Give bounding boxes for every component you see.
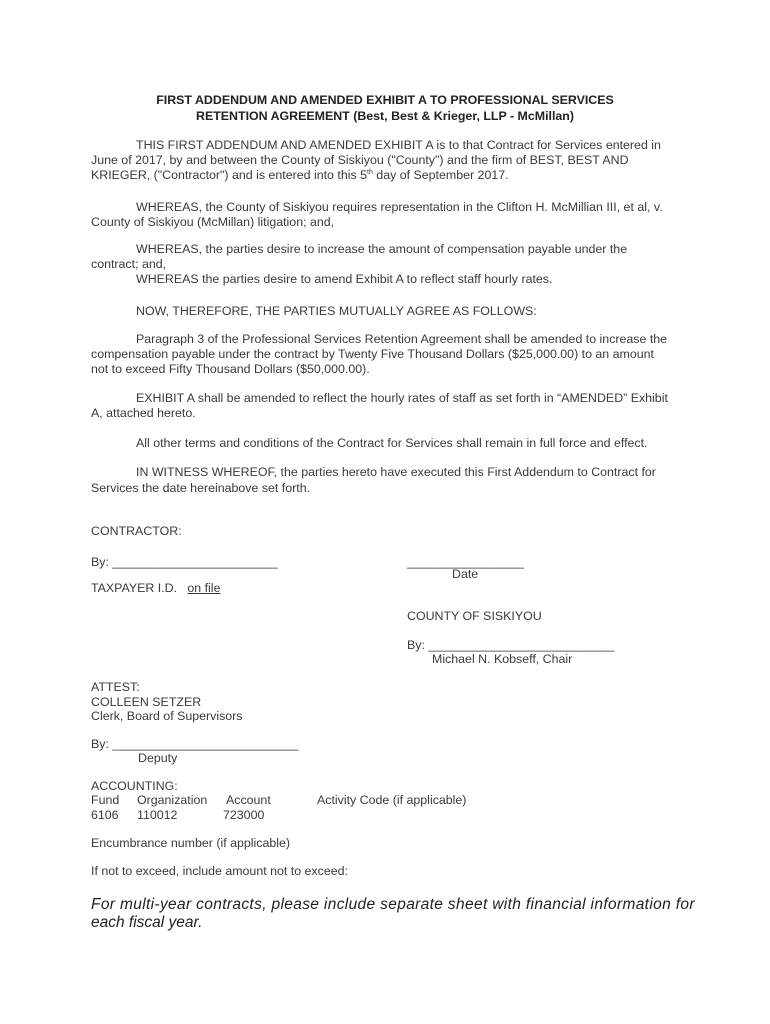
title-line-1: FIRST ADDENDUM AND AMENDED EXHIBIT A TO PROFESSIONAL SERVICES — [156, 93, 614, 107]
contractor-label: CONTRACTOR: — [91, 524, 182, 538]
text-line: June of 2017, by and between the County of Siskiyou ("County") and the firm of BEST, BEST AND — [91, 153, 629, 167]
county-signature-line: By: ___________________________ — [407, 638, 615, 652]
county-label: COUNTY OF SISKIYOU — [407, 609, 542, 623]
text-line: contract; and, — [91, 257, 167, 271]
text-line: THIS FIRST ADDENDUM AND AMENDED EXHIBIT A is to that Contract for Services entered in — [136, 138, 661, 152]
title-line-2: RETENTION AGREEMENT (Best, Best & Krieger, LLP - McMillan) — [196, 109, 574, 123]
taxpayer-id — [91, 581, 220, 596]
header-organization: Organization — [137, 793, 208, 807]
chair-name: Michael N. Kobseff, Chair — [432, 652, 573, 666]
deputy-signature-line: By: ___________________________ — [91, 737, 299, 751]
text-span: KRIEGER, ("Contractor") and is entered into this 5 — [91, 168, 368, 182]
text-line: Services the date hereinabove set forth. — [91, 481, 311, 495]
deputy-label: Deputy — [138, 751, 178, 765]
header-account: Account — [226, 793, 271, 807]
text-line: WHEREAS, the parties desire to increase the amount of compensation payable under the — [136, 242, 628, 256]
text-line: A, attached hereto. — [91, 406, 196, 420]
text-line: For multi-year contracts, please include separate sheet with financial information for — [91, 896, 695, 913]
encumbrance-label: Encumbrance number (if applicable) — [91, 836, 291, 850]
text-line: WHEREAS the parties desire to amend Exhibit A to reflect staff hourly rates. — [136, 272, 553, 286]
date-label: Date — [452, 567, 479, 581]
header-activity-code: Activity Code (if applicable) — [317, 793, 467, 807]
clerk-title: Clerk, Board of Supervisors — [91, 709, 243, 723]
text-line: County of Siskiyou (McMillan) litigation; and, — [91, 215, 335, 229]
value-account: 723000 — [223, 808, 265, 822]
text-line: not to exceed Fifty Thousand Dollars ($50,000.00). — [91, 362, 370, 376]
taxpayer-value: on file — [187, 581, 221, 595]
text-line — [91, 168, 509, 183]
header-fund: Fund — [91, 793, 120, 807]
text-line: WHEREAS, the County of Siskiyou requires representation in the Clifton H. McMillian III, et al, v. — [136, 200, 663, 214]
value-fund: 6106 — [91, 808, 119, 822]
contractor-signature-line: By: ________________________ — [91, 555, 278, 569]
date-line: _________________ — [407, 555, 525, 569]
value-organization: 110012 — [137, 808, 178, 822]
all-other-terms: All other terms and conditions of the Contract for Services shall remain in full force and effect. — [136, 436, 648, 450]
text-line: IN WITNESS WHEREOF, the parties hereto have executed this First Addendum to Contract for — [136, 465, 656, 479]
attest-label: ATTEST: — [91, 680, 140, 694]
accounting-label: ACCOUNTING: — [91, 779, 178, 793]
text-line: compensation payable under the contract by Twenty Five Thousand Dollars ($25,000.00) to an amount — [91, 347, 654, 361]
text-line: EXHIBIT A shall be amended to reflect the hourly rates of staff as set forth in “AMENDED” Exhibit — [136, 391, 668, 405]
superscript: th — [367, 169, 373, 176]
text-span: day of September 2017. — [372, 168, 509, 182]
text-line: each fiscal year. — [91, 914, 203, 931]
text-line: Paragraph 3 of the Professional Services Retention Agreement shall be amended to increase the — [136, 332, 668, 346]
clerk-name: COLLEEN SETZER — [91, 695, 202, 709]
taxpayer-label: TAXPAYER I.D. — [91, 581, 178, 595]
now-therefore: NOW, THEREFORE, THE PARTIES MUTUALLY AGREE AS FOLLOWS: — [136, 304, 537, 318]
not-to-exceed-label: If not to exceed, include amount not to exceed: — [91, 864, 348, 878]
